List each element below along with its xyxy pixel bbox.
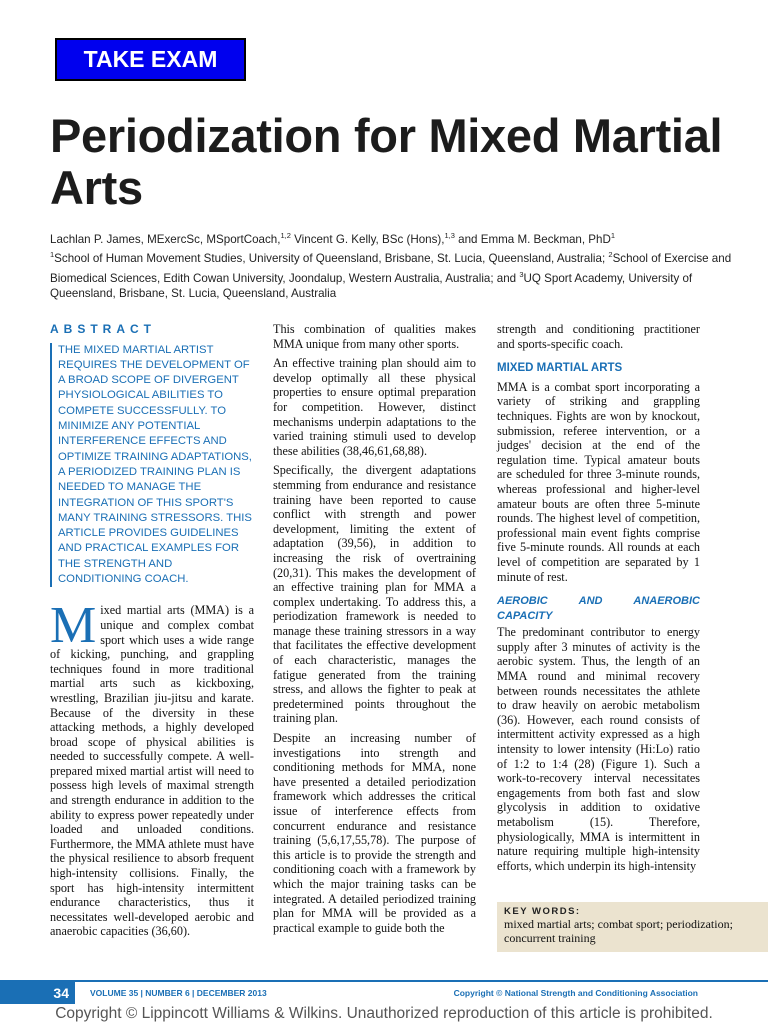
paragraph: Despite an increasing number of investigations into strength and conditioning methods for MMA, none have presented a detailed periodization framework which addresses the critical issue of interference effects from concurrent endurance and resistance training (5,6,17,55,78). The purpose of this article is to provide the strength and conditioning coach with a framework by which the major training tasks can be integrated. A detailed periodized training plan for MMA will be provided as a practical example to guide both the [273,731,476,935]
section-heading-mma: MIXED MARTIAL ARTS [497,362,623,375]
aff-2-sup: 2 [608,250,613,260]
intro-paragraph [50,597,254,939]
abstract-heading: ABSTRACT [50,322,156,336]
drop-cap: M [50,597,97,655]
column-1 [50,322,254,944]
paragraph: This combination of qualities makes MMA unique from many other sports. [273,322,476,351]
author-1: Lachlan P. James, MExercSc, MSportCoach, [50,232,281,246]
intro-text: ixed martial arts (MMA) is a unique and complex combat sport which uses a wide range of kicking, punching, and grappling techniques found in more traditional martial arts such as kickboxing, wrestling, Brazilian jiu-jitsu and karate. Because of the diversity in these attacking methods, a highly developed broad scope of physical abilities is needed to successfully compete. A well-prepared mixed martial artist will need to possess high levels of maximal strength and strength endurance in addition to the ability to express power repeatedly under loaded and unloaded conditions. Furthermore, the MMA athlete must have the physical resilience to absorb frequent high-intensity collisions. Finally, the sport has high-intensity intermittent endurance characteristics, thus it necessitates well-developed aerobic and anaerobic capacities (36,60). [50,603,254,939]
aff-3-sup: 3 [519,269,524,279]
keywords-heading: KEY WORDS: [504,906,581,917]
keywords-box [497,902,768,952]
authors-block [50,228,750,302]
paragraph: Specifically, the divergent adaptations stemming from endurance and resistance training have been reported to cause conflict with strength and power development, limiting the extent of adaptation (39,56), in addition to increasing the risk of overtraining (20,31). This makes the development of an effective training plan for MMA a complex undertaking. To address this, a periodization framework is needed to manage these training stressors in a way that facilitates the effective development of each characteristic, manages the fatigue generated from the training stress, and allows the fighter to peak at predetermined points throughout the training plan. [273,463,476,726]
article-title: Periodization for Mixed Martial Arts [50,109,723,214]
paragraph: An effective training plan should aim to develop optimally all these physical properties to ensure optimal preparation for competition. However, distinct mechanisms underpin adaptations to the varied training stimuli used to develop these abilities (38,46,61,68,88). [273,356,476,458]
nsca-copyright: Copyright © National Strength and Conditioning Association [453,988,698,998]
author-3: and Emma M. Beckman, PhD [454,232,611,246]
volume-info: VOLUME 35 | NUMBER 6 | DECEMBER 2013 [90,988,267,998]
column-3 [497,322,700,878]
author-1-sup: 1,2 [280,231,291,240]
aff-1-sup: 1 [50,250,55,260]
affiliation-2: School of Exercise and Biomedical Sciences, Edith Cowan University, Joondalup, Western Australia, Australia; and [50,252,732,285]
publisher-copyright: Copyright © Lippincott Williams & Wilkins. Unauthorized reproduction of this article is prohibited. [55,1005,713,1022]
take-exam-button[interactable]: TAKE EXAM [55,38,246,81]
author-2-sup: 1,3 [444,231,455,240]
subsection-heading-capacity: AEROBIC AND ANAEROBIC CAPACITY [497,595,700,622]
paragraph: MMA is a combat sport incorporating a variety of striking and grappling techniques. Fights are won by knockout, submission, referee intervention, or a judges' decision at the end of the regulation time. Typical amateur bouts are scheduled for three 3-minute rounds, whereas professional and higher-level amateur bouts are often three 5-minute rounds. The highest level of competition, professional main event fights comprise five 5-minute rounds. All rounds at each level of competition are separated by 1 minute of rest. [497,379,700,584]
abstract-text: THE MIXED MARTIAL ARTIST REQUIRES THE DEVELOPMENT OF A BROAD SCOPE OF DIVERGENT PHYSIOLOGICAL ABILITIES TO COMPETE SUCCESSFULLY. TO MINIMIZE ANY POTENTIAL INTERFERENCE EFFECTS AND OPTIMIZE TRAINING ADAPTATIONS, A PERIODIZED TRAINING PLAN IS NEEDED TO MANAGE THE INTEGRATION OF THIS SPORT'S MANY TRAINING STRESSORS. THIS ARTICLE PROVIDES GUIDELINES AND PRACTICAL EXAMPLES FOR THE STRENGTH AND CONDITIONING COACH. [50,343,254,588]
keywords-text: mixed martial arts; combat sport; periodization; concurrent training [504,917,733,945]
author-2: Vincent G. Kelly, BSc (Hons), [290,232,445,246]
page-number: 34 [0,982,75,1004]
column-2 [273,322,476,940]
footer-divider [0,980,768,982]
affiliation-3: UQ Sport Academy, University of Queensland, Brisbane, St. Lucia, Queensland, Australia [50,271,693,301]
author-3-sup: 1 [610,231,616,240]
paragraph: strength and conditioning practitioner and sports-specific coach. [497,322,700,351]
paragraph: The predominant contributor to energy supply after 3 minutes of activity is the aerobic system. Thus, the length of an MMA round and minimal recovery between rounds necessitates the athlete to draw heavily on aerobic metabolism (36). However, each round consists of intermittent activity expressed as a high intensity to lower intensity (Hi:Lo) ratio of 1:2 to 1:4 (28) (Figure 1). Such a work-to-recovery interval necessitates engagements from both fast and slow glycolysis in addition to oxidative metabolism (15). Therefore, physiologically, MMA is intermittent in nature requiring multiple high-intensity efforts, which underpin its high-intensity [497,625,700,873]
affiliation-1: School of Human Movement Studies, University of Queensland, Brisbane, St. Lucia, Queensland, Australia; [54,252,609,266]
